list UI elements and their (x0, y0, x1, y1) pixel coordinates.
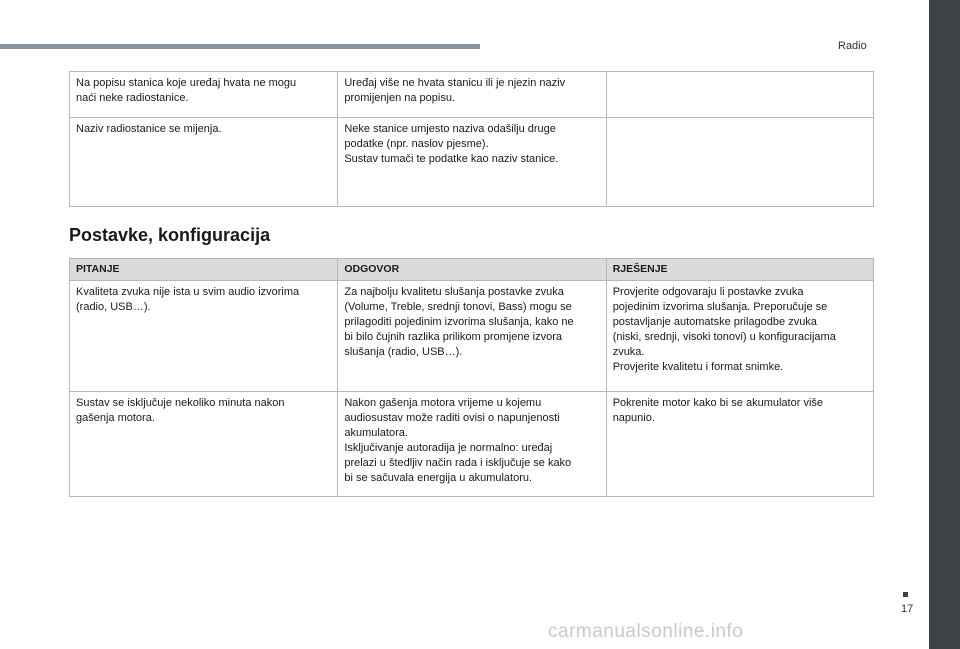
cell-text-line: bi bilo čujnih razlika prilikom promjene izvora (344, 331, 562, 343)
cell-text-line: Uređaj više ne hvata stanicu ili je njezin naziv (344, 77, 566, 89)
column-header-solution: RJEŠENJE (606, 259, 873, 281)
table-row (70, 281, 874, 392)
cell-text-line: Isključivanje autoradija je normalno: uređaj (344, 442, 553, 454)
header-rule (0, 44, 480, 49)
cell-text-line: (Volume, Treble, srednji tonovi, Bass) mogu se (344, 301, 572, 313)
answer-cell (338, 72, 606, 118)
faq-table-top (69, 71, 874, 207)
cell-text-line: Sustav se isključuje nekoliko minuta nakon (76, 397, 285, 409)
cell-text-line: postavljanje automatske prilagodbe zvuka (612, 316, 817, 328)
answer-cell (338, 281, 606, 392)
cell-text-line: (niski, srednji, visoki tonovi) u konfiguracijama (612, 331, 836, 343)
cell-text-line: bi se sačuvala energija u akumulatoru. (344, 472, 533, 484)
faq-table-settings (69, 258, 874, 497)
side-tab-strip (929, 0, 960, 649)
question-cell (70, 118, 338, 207)
section-heading: Postavke, konfiguracija (69, 225, 271, 245)
cell-text-line: napunio. (612, 412, 655, 424)
table-row (70, 72, 874, 118)
cell-text-line: Nakon gašenja motora vrijeme u kojemu (344, 397, 542, 409)
question-cell (70, 392, 338, 497)
column-header-answer: ODGOVOR (338, 259, 606, 281)
question-cell (70, 281, 338, 392)
cell-text-line: podatke (npr. naslov pjesme). (344, 138, 489, 150)
cell-text-line: Na popisu stanica koje uređaj hvata ne mogu (76, 77, 297, 89)
solution-cell (606, 72, 873, 118)
table-header-row (70, 259, 874, 281)
cell-text-line: pojedinim izvorima slušanja. Preporučuje se (612, 301, 828, 313)
page-marker (903, 592, 908, 597)
cell-text-line: akumulatora. (344, 427, 408, 439)
cell-text-line: (radio, USB…). (76, 301, 151, 313)
solution-cell (606, 281, 873, 392)
section-title: Radio (838, 40, 867, 52)
cell-text-line: Provjerite kvalitetu i format snimke. (612, 361, 784, 373)
solution-cell (606, 392, 873, 497)
cell-text-line: Naziv radiostanice se mijenja. (76, 123, 222, 135)
cell-text-line: Kvaliteta zvuka nije ista u svim audio izvorima (76, 286, 300, 298)
cell-text-line: naći neke radiostanice. (76, 92, 189, 104)
cell-text-line: prilagoditi pojedinim izvorima slušanja, kako ne (344, 316, 574, 328)
answer-cell (338, 392, 606, 497)
solution-cell (606, 118, 873, 207)
cell-text-line: audiosustav može raditi ovisi o napunjenosti (344, 412, 560, 424)
cell-text-line: Pokrenite motor kako bi se akumulator više (612, 397, 824, 409)
cell-text-line: promijenjen na popisu. (344, 92, 456, 104)
cell-text-line: Sustav tumači te podatke kao naziv stanice. (344, 153, 559, 165)
cell-text-line: slušanja (radio, USB…). (344, 346, 463, 358)
cell-text-line: Provjerite odgovaraju li postavke zvuka (612, 286, 804, 298)
question-cell (70, 72, 338, 118)
table-row (70, 392, 874, 497)
cell-text-line: gašenja motora. (76, 412, 155, 424)
table-row (70, 118, 874, 207)
answer-cell (338, 118, 606, 207)
watermark-text: carmanualsonline.info (548, 621, 744, 642)
cell-text-line: prelazi u štedljiv način rada i isključuje se kako (344, 457, 572, 469)
cell-text-line: Za najbolju kvalitetu slušanja postavke zvuka (344, 286, 564, 298)
cell-text-line: Neke stanice umjesto naziva odašilju druge (344, 123, 556, 135)
column-header-question: PITANJE (70, 259, 338, 281)
page-number: 17 (901, 603, 914, 615)
cell-text-line: zvuka. (612, 346, 645, 358)
